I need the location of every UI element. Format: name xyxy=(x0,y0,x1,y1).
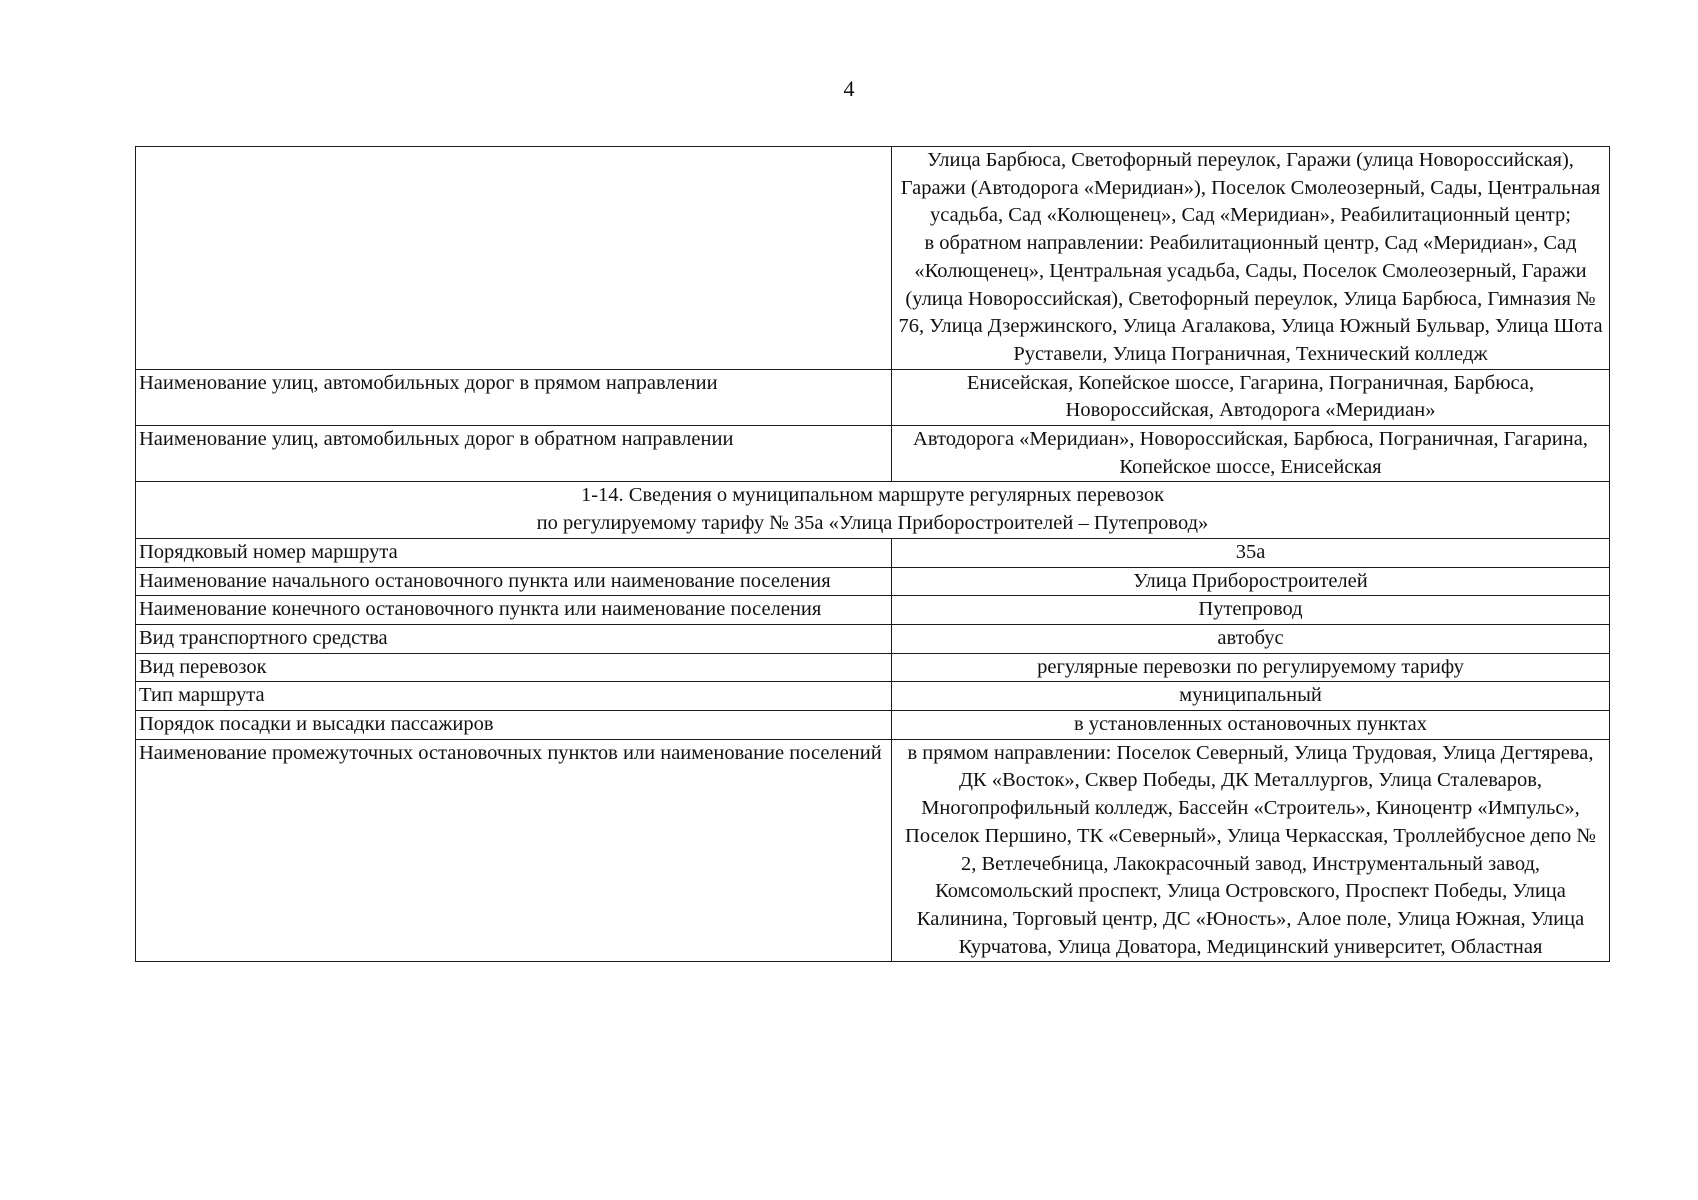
row-value: в установленных остановочных пунктах xyxy=(892,711,1610,740)
row-value: Улица Приборостроителей xyxy=(892,567,1610,596)
table-row xyxy=(136,739,1610,962)
row-label: Наименование промежуточных остановочных пунктов или наименование поселений xyxy=(136,739,892,962)
intermediate-stops-continuation xyxy=(892,147,1610,370)
section-header-row xyxy=(136,482,1610,538)
table-row xyxy=(136,147,1610,370)
row-label: Вид перевозок xyxy=(136,653,892,682)
row-label: Наименование улиц, автомобильных дорог в прямом направлении xyxy=(136,369,892,425)
row-label: Порядок посадки и высадки пассажиров xyxy=(136,711,892,740)
reverse-stops-list: в обратном направлении: Реабилитационный центр, Сад «Меридиан», Сад «Колющенец», Центральная усадьба, Сады, Поселок Смолеозерный, Гаражи (улица Новороссийская), Светофорный переулок, Улица Барбюса, Гимназия № 76, Улица Дзержинского, Улица Агалакова, Улица Южный Бульвар, Улица Шота Руставели, Улица Пограничная, Технический колледж xyxy=(898,232,1603,365)
table-row xyxy=(136,369,1610,425)
row-value: муниципальный xyxy=(892,682,1610,711)
row-label: Наименование конечного остановочного пункта или наименование поселения xyxy=(136,596,892,625)
section-header xyxy=(136,482,1610,538)
table-row xyxy=(136,538,1610,567)
row-label: Наименование улиц, автомобильных дорог в обратном направлении xyxy=(136,426,892,482)
forward-stops-continuation: Улица Барбюса, Светофорный переулок, Гаражи (улица Новороссийская), Гаражи (Автодорога «Меридиан»), Поселок Смолеозерный, Сады, Центральная усадьба, Сад «Колющенец», Сад «Меридиан», Реабилитационный центр; xyxy=(900,149,1601,227)
row-value: регулярные перевозки по регулируемому тарифу xyxy=(892,653,1610,682)
row-label: Порядковый номер маршрута xyxy=(136,538,892,567)
row-label: Вид транспортного средства xyxy=(136,624,892,653)
row-value: Енисейская, Копейское шоссе, Гагарина, Пограничная, Барбюса, Новороссийская, Автодорога «Меридиан» xyxy=(892,369,1610,425)
route-table xyxy=(135,146,1610,962)
table-row xyxy=(136,426,1610,482)
table-row xyxy=(136,711,1610,740)
section-title-line-2: по регулируемому тарифу № 35а «Улица Приборостроителей – Путепровод» xyxy=(536,512,1209,535)
table-row xyxy=(136,596,1610,625)
row-value: Путепровод xyxy=(892,596,1610,625)
empty-label-cell xyxy=(136,147,892,370)
intermediate-stops-forward: в прямом направлении: Поселок Северный, Улица Трудовая, Улица Дегтярева, ДК «Восток», Сквер Победы, ДК Металлургов, Улица Сталеваров, Многопрофильный колледж, Бассейн «Строитель», Киноцентр «Импульс», Поселок Першино, ТК «Северный», Улица Черкасская, Троллейбусное депо № 2, Ветлечебница, Лакокрасочный завод, Инструментальный завод, Комсомольский проспект, Улица Островского, Проспект Победы, Улица Калинина, Торговый центр, ДС «Юность», Алое поле, Улица Южная, Улица Курчатова, Улица Доватора, Медицинский университет, Областная xyxy=(892,739,1610,962)
row-label: Тип маршрута xyxy=(136,682,892,711)
row-label: Наименование начального остановочного пункта или наименование поселения xyxy=(136,567,892,596)
page-number: 4 xyxy=(843,76,855,101)
row-value: автобус xyxy=(892,624,1610,653)
section-title-line-1: 1-14. Сведения о муниципальном маршруте регулярных перевозок xyxy=(580,484,1165,507)
table-row xyxy=(136,567,1610,596)
row-value: 35а xyxy=(892,538,1610,567)
table-row xyxy=(136,653,1610,682)
row-value: Автодорога «Меридиан», Новороссийская, Барбюса, Пограничная, Гагарина, Копейское шоссе, Енисейская xyxy=(892,426,1610,482)
table-row xyxy=(136,682,1610,711)
table-row xyxy=(136,624,1610,653)
